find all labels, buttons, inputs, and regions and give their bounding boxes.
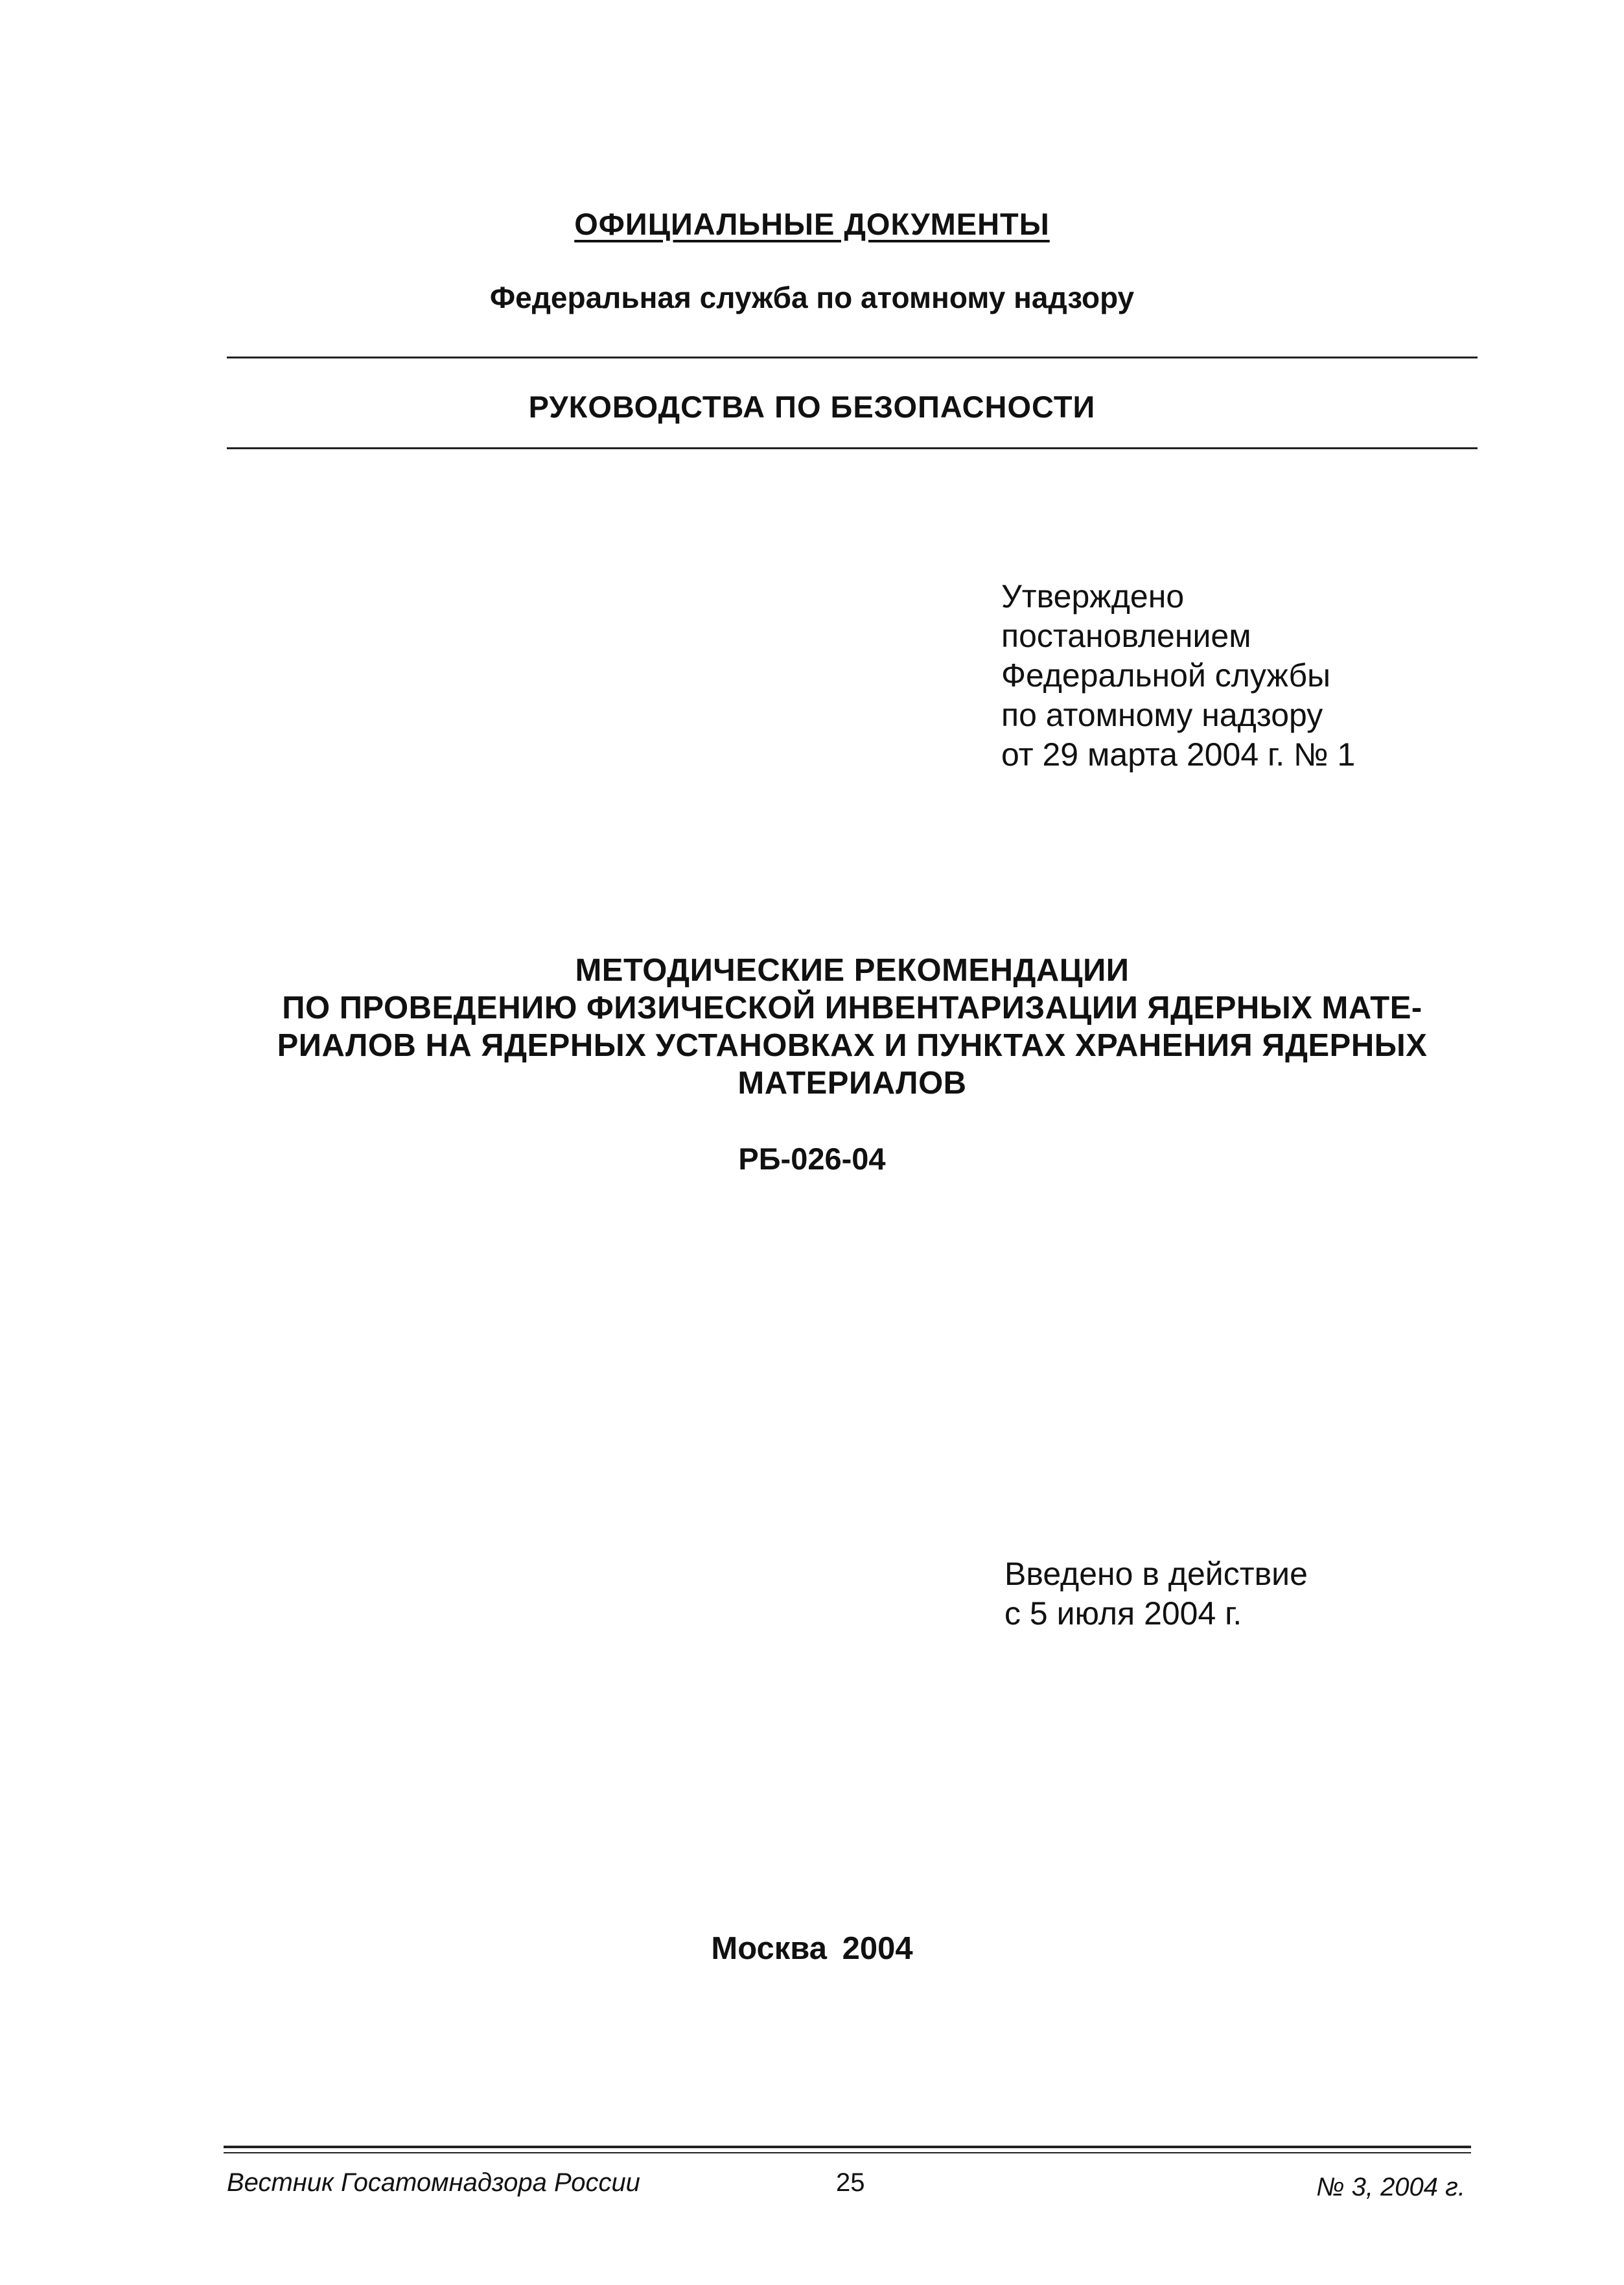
approval-line: постановлением — [1001, 618, 1251, 654]
effective-line: Введено в действие — [1004, 1556, 1308, 1592]
title-line: МЕТОДИЧЕСКИЕ РЕКОМЕНДАЦИИ — [575, 953, 1130, 988]
divider-top — [227, 357, 1478, 358]
series-heading: РУКОВОДСТВА ПО БЕЗОПАСНОСТИ — [528, 390, 1096, 424]
divider-bottom — [227, 447, 1478, 449]
title-line: РИАЛОВ НА ЯДЕРНЫХ УСТАНОВКАХ И ПУНКТАХ ХРАНЕНИЯ ЯДЕРНЫХ — [277, 1028, 1428, 1063]
approval-line: Утверждено — [1001, 578, 1185, 615]
footer-journal: Вестник Госатомнадзора России — [227, 2168, 640, 2197]
effective-date-block — [1004, 1554, 1308, 1634]
document-title — [194, 952, 1510, 1102]
approval-block — [1001, 577, 1355, 775]
title-line: МАТЕРИАЛОВ — [737, 1066, 967, 1101]
footer-page-number: 25 — [836, 2168, 865, 2197]
place-and-year: Москва 2004 — [711, 1931, 913, 1966]
title-line: ПО ПРОВЕДЕНИЮ ФИЗИЧЕСКОЙ ИНВЕНТАРИЗАЦИИ ЯДЕРНЫХ МАТЕ- — [282, 990, 1422, 1025]
approval-line: по атомному надзору — [1001, 697, 1323, 733]
footer-issue: № 3, 2004 г. — [1316, 2173, 1465, 2201]
footer-divider-1 — [224, 2146, 1471, 2148]
footer-divider-2 — [224, 2152, 1471, 2153]
approval-line: от 29 марта 2004 г. № 1 — [1001, 736, 1356, 773]
effective-line: с 5 июля 2004 г. — [1004, 1595, 1242, 1632]
document-code: РБ-026-04 — [738, 1142, 886, 1176]
agency-name: Федеральная служба по атомному надзору — [489, 281, 1135, 314]
approval-line: Федеральной службы — [1001, 657, 1331, 694]
section-heading: ОФИЦИАЛЬНЫЕ ДОКУМЕНТЫ — [574, 207, 1050, 241]
